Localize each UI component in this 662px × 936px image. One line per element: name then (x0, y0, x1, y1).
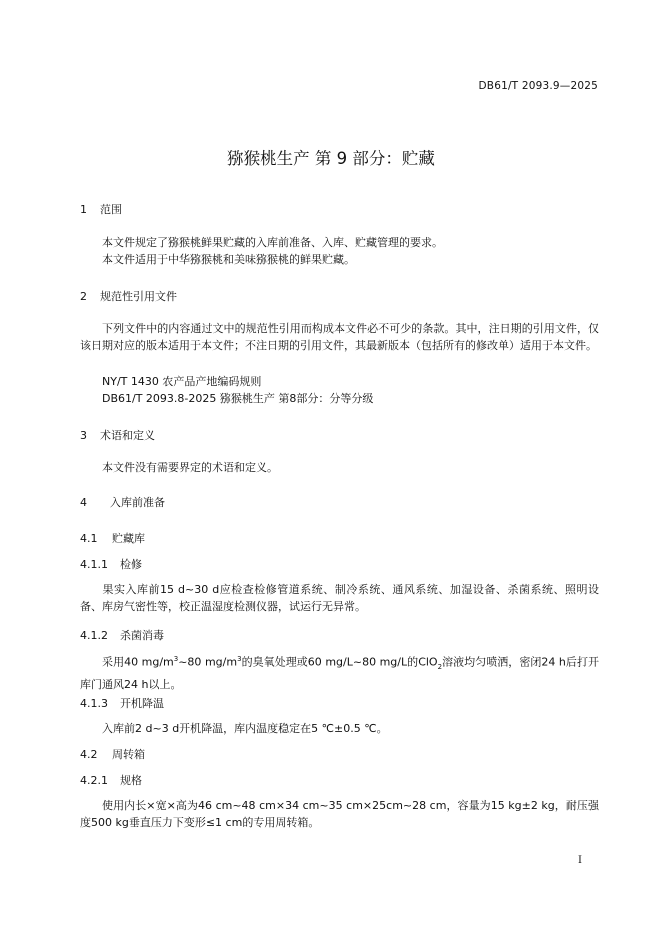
section-number: 4.2.1 (80, 774, 108, 787)
section-4-1-2-paragraph (80, 651, 599, 693)
section-number: 4.1.2 (80, 629, 108, 642)
section-title: 术语和定义 (100, 429, 155, 442)
reference-item-2: DB61/T 2093.8-2025 猕猴桃生产 第8部分：分等分级 (102, 392, 374, 405)
paragraph-text: 的臭氧处理或60 mg/L~80 mg/L的ClO (241, 655, 438, 669)
section-number: 4.1.3 (80, 697, 108, 710)
section-3-paragraph-1 (80, 459, 599, 476)
paragraph-text: 采用40 mg/m (102, 655, 174, 669)
section-1-paragraph-2 (80, 251, 599, 268)
section-title: 检修 (120, 558, 142, 571)
section-title: 杀菌消毒 (120, 629, 164, 642)
section-title: 贮藏库 (112, 532, 145, 545)
page-number: I (578, 855, 582, 866)
section-number: 3 (80, 429, 87, 442)
section-4-1-heading (80, 530, 145, 546)
paragraph-text: 本文件没有需要界定的术语和定义。 (102, 461, 278, 474)
superscript: 3 (173, 655, 179, 663)
section-3-heading (80, 427, 155, 443)
section-number: 1 (80, 203, 87, 216)
section-title: 规格 (120, 774, 142, 787)
superscript: 3 (237, 655, 242, 663)
section-title: 入库前准备 (110, 496, 165, 509)
section-number: 2 (80, 290, 87, 303)
section-title: 范围 (100, 203, 122, 216)
paragraph-text: 溶液均匀喷洒，密闭24 h后打开库门通风24 h以上。 (80, 655, 599, 691)
section-number: 4.1 (80, 532, 98, 545)
section-title: 规范性引用文件 (100, 290, 177, 303)
section-4-2-heading (80, 746, 145, 762)
section-4-2-1-heading (80, 772, 142, 788)
section-4-1-3-heading (80, 695, 164, 711)
document-title: 猕猴桃生产 第 9 部分：贮藏 (227, 149, 435, 168)
section-4-1-1-heading (80, 556, 142, 572)
section-title: 开机降温 (120, 697, 164, 710)
subscript: 2 (437, 662, 443, 671)
standard-code: DB61/T 2093.9—2025 (478, 80, 598, 92)
section-2-heading (80, 288, 177, 304)
section-4-1-2-heading (80, 627, 164, 643)
reference-item-1: NY/T 1430 农产品产地编码规则 (102, 375, 262, 388)
section-1-paragraph-1 (80, 234, 599, 251)
paragraph-text: 果实入库前15 d~30 d应检查检修管道系统、制冷系统、通风系统、加湿设备、杀菌系统、照明设备、库房气密性等，校正温湿度检测仪器，试运行无异常。 (80, 583, 599, 613)
paragraph-text: 本文件适用于中华猕猴桃和美味猕猴桃的鲜果贮藏。 (102, 253, 355, 266)
section-4-heading (80, 494, 165, 510)
paragraph-text: 入库前2 d~3 d开机降温，库内温度稳定在5 ℃±0.5 ℃。 (102, 722, 388, 735)
section-2-paragraph-1 (80, 320, 599, 354)
section-1-heading (80, 201, 122, 217)
paragraph-text: 本文件规定了猕猴桃鲜果贮藏的入库前准备、入库、贮藏管理的要求。 (102, 236, 443, 249)
section-4-2-1-paragraph (80, 797, 599, 831)
paragraph-text: ~80 mg/m (178, 655, 238, 669)
section-4-1-1-paragraph (80, 581, 599, 615)
section-number: 4 (80, 496, 87, 509)
section-title: 周转箱 (112, 748, 145, 761)
paragraph-text: 使用内长×宽×高为46 cm~48 cm×34 cm~35 cm×25cm~28 cm，容量为15 kg±2 kg，耐压强度500 kg垂直压力下变形≤1 cm的专用周转箱。 (80, 799, 599, 829)
section-number: 4.1.1 (80, 558, 108, 571)
paragraph-text: 下列文件中的内容通过文中的规范性引用而构成本文件必不可少的条款。其中，注日期的引用文件，仅该日期对应的版本适用于本文件；不注日期的引用文件，其最新版本（包括所有的修改单）适用于本文件。 (80, 322, 599, 352)
section-number: 4.2 (80, 748, 98, 761)
section-4-1-3-paragraph (80, 720, 599, 737)
